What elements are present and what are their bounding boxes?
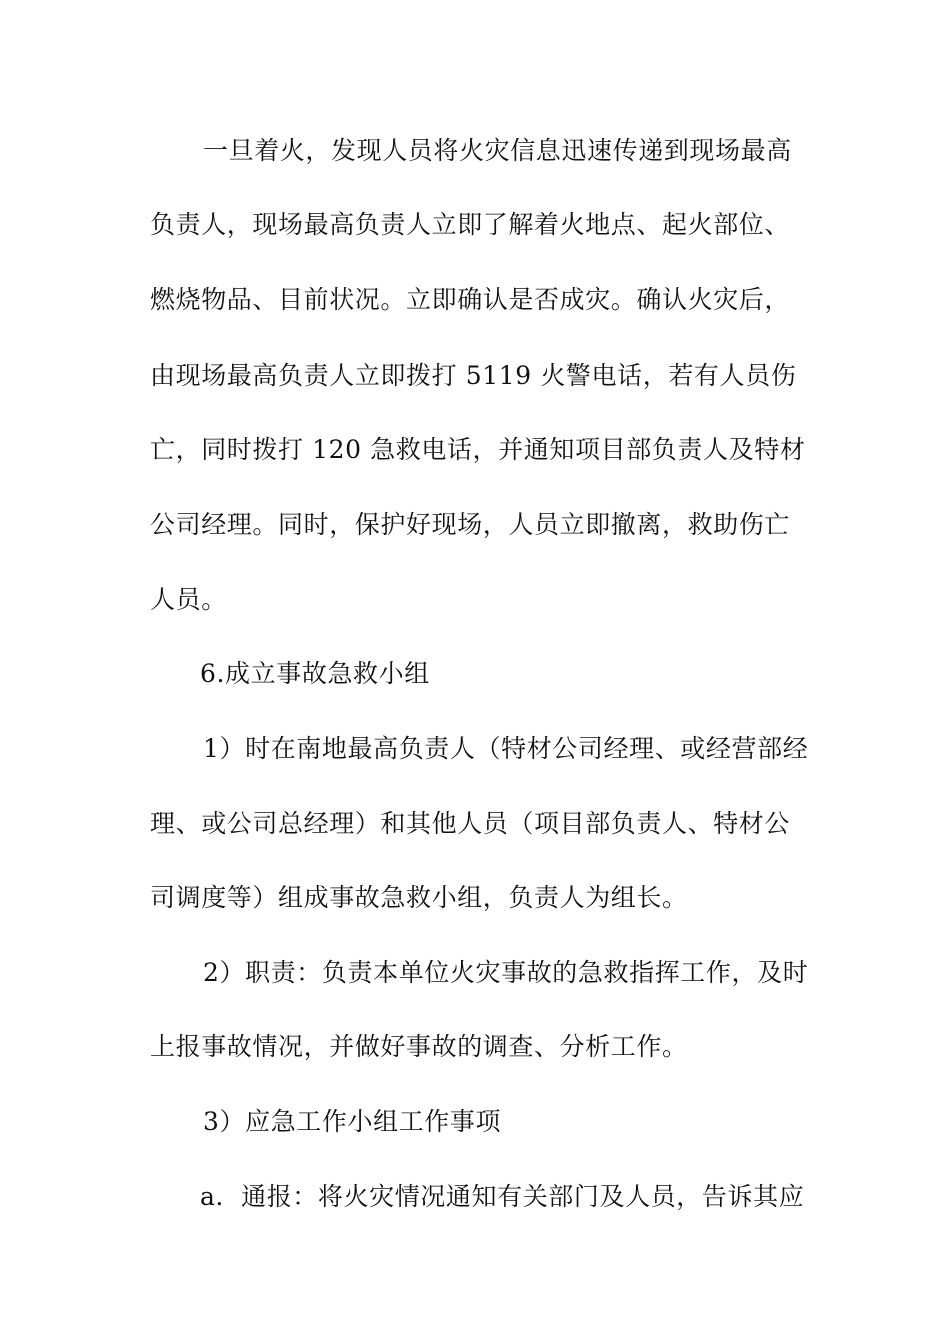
paragraph-line: 1）时在南地最高负责人（特材公司经理、或经营部经 (203, 734, 809, 763)
paragraph-line: 2）职责：负责本单位火灾事故的急救指挥工作，及时 (203, 958, 809, 987)
paragraph-line: 一旦着火，发现人员将火灾信息迅速传递到现场最高 (203, 136, 792, 165)
paragraph-line: 亡，同时拨打 120 急救电话，并通知项目部负责人及特材 (150, 435, 806, 464)
paragraph-line: a．通报：将火灾情况通知有关部门及人员，告诉其应 (200, 1182, 805, 1211)
paragraph-line: 公司经理。同时，保护好现场，人员立即撤离，救助伤亡 (150, 510, 791, 539)
subsection-heading: 3）应急工作小组工作事项 (203, 1107, 502, 1136)
paragraph-line: 司调度等）组成事故急救小组，负责人为组长。 (150, 883, 688, 912)
paragraph-line: 人员。 (150, 585, 227, 614)
paragraph-line: 燃烧物品、目前状况。立即确认是否成灾。确认火灾后， (150, 285, 791, 314)
paragraph-line: 由现场最高负责人立即拨打 5119 火警电话，若有人员伤 (150, 361, 797, 390)
paragraph-line: 理、或公司总经理）和其他人员（项目部负责人、特材公 (150, 809, 791, 838)
paragraph-line: 上报事故情况，并做好事故的调查、分析工作。 (150, 1032, 688, 1061)
section-heading: 6.成立事故急救小组 (200, 659, 430, 688)
paragraph-line: 负责人，现场最高负责人立即了解着火地点、起火部位、 (150, 210, 791, 239)
